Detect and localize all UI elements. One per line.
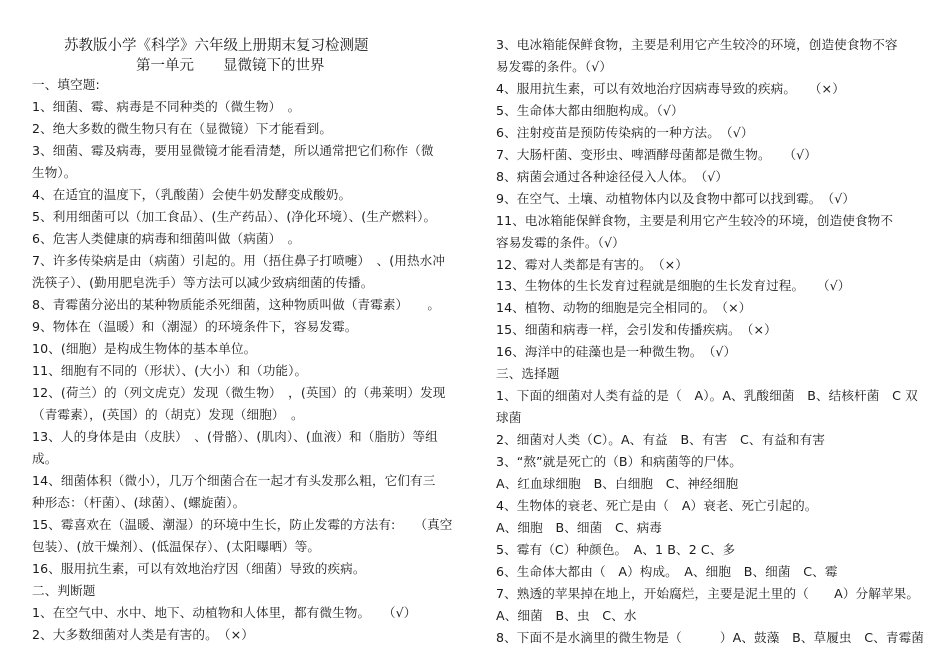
right-text-line: 9、在空气、土壤、动植物体内以及食物中都可以找到霉。 （√） [496,190,856,206]
left-text-line: （青霉素），(英国）的（胡克）发现（细胞） 。 [32,407,304,422]
left-text-line: 二、判断题 [32,583,96,598]
right-text-line: 1、下面的细菌对人类有益的是（ A）。A、乳酸细菌 B、结核杆菌 C 双 [496,388,918,404]
right-text-line: 11、电冰箱能保鲜食物，主要是利用它产生较冷的环境，创造使食物不 [496,212,894,228]
left-text-line: 种形态：（杆菌）、(球菌）、(螺旋菌）。 [32,495,246,510]
left-text-line: 1、在空气中、水中、地下、动植物和人体里，都有微生物。 （√） [32,605,417,620]
right-text-line: 球菌 [496,410,522,426]
left-text-line: 4、在适宜的温度下，（乳酸菌）会使牛奶发酵变成酸奶。 [32,187,352,202]
right-text-line: 15、细菌和病毒一样，会引发和传播疾病。 （×） [496,322,777,338]
left-text-line: 1、细菌、霉、病毒是不同种类的（微生物） 。 [32,99,301,114]
right-text-line: 3、电冰箱能保鲜食物，主要是利用它产生较冷的环境，创造使食物不容 [496,37,898,52]
right-text-line: 容易发霉的条件。（√） [496,234,625,250]
left-text-line: 8、青霉菌分泌出的某种物质能杀死细菌，这种物质叫做（青霉素） 。 [32,297,441,312]
right-text-line: A、细胞 B、细菌 C、病毒 [496,519,662,535]
right-text-line: A、细菌 B、虫 C、水 [496,607,637,623]
left-text-line: 13、人的身体是由（皮肤） 、(骨骼）、(肌肉）、(血液）和（脂肪）等组 [32,429,438,444]
left-text-line: 生物）。 [32,165,77,180]
left-text-line: 12、(荷兰）的（列文虎克）发现（微生物） ，(英国）的（弗莱明）发现 [32,385,446,400]
left-text-line: 9、物体在（温暖）和（潮湿）的环境条件下，容易发霉。 [32,319,358,334]
right-text-line: 4、服用抗生素，可以有效地治疗因病毒导致的疾病。 （×） [496,80,845,96]
right-text-line: A、红血球细胞 B、白细胞 C、神经细胞 [496,476,739,491]
right-text-line: 3、“熬”就是死亡的（B）和病菌等的尸体。 [496,454,742,470]
right-text-line: 6、注射疫苗是预防传染病的一种方法。 （√） [496,124,754,140]
right-text-line: 三、选择题 [496,366,560,382]
right-text-line: 5、霉有（C）种颜色。 A、1 B、2 C、多 [496,541,736,557]
left-text-line: 3、细菌、霉及病毒，要用显微镜才能看清楚，所以通常把它们称作（微 [32,143,434,158]
left-text-line: 5、利用细菌可以（加工食品）、(生产药品）、(净化环境）、(生产燃料）。 [32,209,437,224]
document-title: 苏教版小学《科学》六年级上册期末复习检测题 [64,38,369,54]
right-text-line: 5、生命体大都由细胞构成。（√） [496,102,684,118]
right-text-line: 12、霉对人类都是有害的。 （×） [496,256,688,272]
right-text-line: 8、下面不是水滴里的微生物是（ ）A、鼓藻 B、草履虫 C、青霉菌 [496,629,924,645]
left-text-line: 14、细菌体积（微小），几万个细菌合在一起才有头发那么粗，它们有三 [32,473,436,488]
right-text-line: 6、生命体大都由（ A）构成。 A、细胞 B、细菌 C、霉 [496,563,838,579]
left-text-line: 包装）、(放干燥剂）、(低温保存）、(太阳曝晒）等。 [32,539,321,554]
right-text-line: 14、植物、动物的细胞是完全相同的。 （×） [496,300,752,316]
left-text-line: 10、(细胞）是构成生物体的基本单位。 [32,341,257,356]
right-text-line: 13、生物体的生长发育过程就是细胞的生长发育过程。 （√） [496,278,851,294]
right-text-line: 2、细菌对人类（C）。A、有益 B、有害 C、有益和有害 [496,432,826,448]
right-text-line: 7、熟透的苹果掉在地上，开始腐烂，主要是泥土里的（ A）分解苹果。 [496,585,920,601]
left-text-line: 成。 [32,451,58,466]
left-text-line: 11、细胞有不同的（形状）、(大小）和（功能）。 [32,363,308,378]
right-text-line: 易发霉的条件。（√） [496,58,613,74]
right-text-line: 4、生物体的衰老、死亡是由（ A）衰老、死亡引起的。 [496,497,818,513]
left-text-line: 2、绝大多数的微生物只有在（显微镜）下才能看到。 [32,121,333,136]
left-text-line: 7、许多传染病是由（病菌）引起的。用（捂住鼻子打喷嚏） 、(用热水冲 [32,253,446,268]
right-text-line: 16、海洋中的硅藻也是一种微生物。 （√） [496,344,737,360]
left-text-line: 15、霉喜欢在（温暖、潮湿）的环境中生长，防止发霉的方法有: （真空 [32,517,453,532]
left-text-line: 2、大多数细菌对人类是有害的。 （×） [32,627,254,642]
left-text-line: 洗筷子）、(勤用肥皂洗手）等方法可以减少致病细菌的传播。 [32,275,374,290]
right-text-line: 7、大肠杆菌、变形虫、啤酒酵母菌都是微生物。 （√） [496,146,817,162]
left-text-line: 一、填空题: [32,77,100,92]
unit-title: 第一单元 显微镜下的世界 [136,58,325,74]
left-text-line: 16、服用抗生素，可以有效地治疗因（细菌）导致的疾病。 [32,561,366,576]
right-text-line: 8、病菌会通过各种途径侵入人体。 （√） [496,168,729,184]
left-text-line: 6、危害人类健康的病毒和细菌叫做（病菌） 。 [32,231,301,246]
